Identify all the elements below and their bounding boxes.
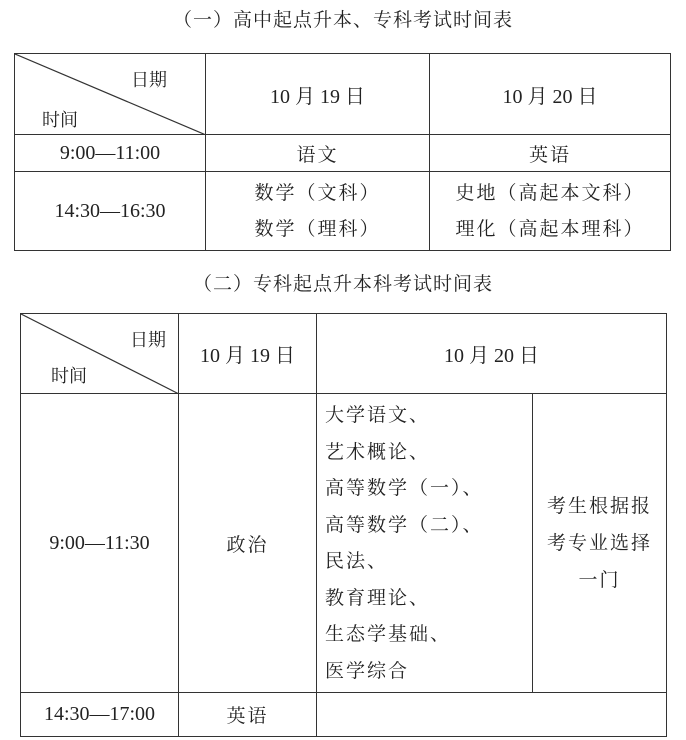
empty-cell xyxy=(317,693,667,737)
subject-list-item: 高等数学（二）、 xyxy=(325,513,484,536)
subject-cell xyxy=(430,172,671,251)
schedule-table-2 xyxy=(20,313,667,737)
section2-title: （二）专科起点升本科考试时间表 xyxy=(192,273,493,295)
selection-note-cell xyxy=(533,394,667,693)
date-header-label: 日期 xyxy=(131,70,167,91)
note-line: 考专业选择 xyxy=(546,531,652,554)
subject-line: 数学（文科） xyxy=(254,182,381,204)
subject-list-item: 医学综合 xyxy=(325,659,410,682)
header-diagonal-cell xyxy=(21,314,179,394)
subject-line: 史地（高起本文科） xyxy=(455,182,645,204)
subject-cell xyxy=(206,172,430,251)
subject-list-cell xyxy=(317,394,533,693)
day1-header: 10 月 19 日 xyxy=(179,314,317,394)
schedule-table-1 xyxy=(14,53,671,251)
subject-cell: 政治 xyxy=(179,394,317,693)
subject-line: 数学（理科） xyxy=(254,218,381,240)
day1-header: 10 月 19 日 xyxy=(206,54,430,135)
note-line: 一门 xyxy=(578,568,621,591)
time-slot-afternoon: 14:30—17:00 xyxy=(21,693,179,737)
date-header-label: 日期 xyxy=(130,330,166,351)
note-line: 考生根据报 xyxy=(546,494,652,517)
day2-header: 10 月 20 日 xyxy=(430,54,671,135)
time-slot-morning: 9:00—11:00 xyxy=(15,135,206,172)
subject-cell: 英语 xyxy=(430,135,671,172)
header-diagonal-cell xyxy=(15,54,206,135)
subject-list-item: 民法、 xyxy=(325,550,389,572)
time-slot-morning: 9:00—11:30 xyxy=(21,394,179,693)
subject-cell: 语文 xyxy=(206,135,430,172)
subject-list-item: 生态学基础、 xyxy=(325,623,452,645)
subject-list-item: 大学语文、 xyxy=(325,404,431,426)
time-slot-afternoon: 14:30—16:30 xyxy=(15,172,206,251)
time-header-label: 时间 xyxy=(51,366,87,387)
subject-cell: 英语 xyxy=(179,693,317,737)
subject-list-item: 教育理论、 xyxy=(325,586,431,609)
subject-line: 理化（高起本理科） xyxy=(455,218,645,240)
time-header-label: 时间 xyxy=(42,110,78,131)
subject-list-item: 高等数学（一）、 xyxy=(325,477,484,499)
day2-header: 10 月 20 日 xyxy=(317,314,667,394)
subject-list-item: 艺术概论、 xyxy=(325,440,431,463)
section1-title: （一）高中起点升本、专科考试时间表 xyxy=(172,9,513,31)
